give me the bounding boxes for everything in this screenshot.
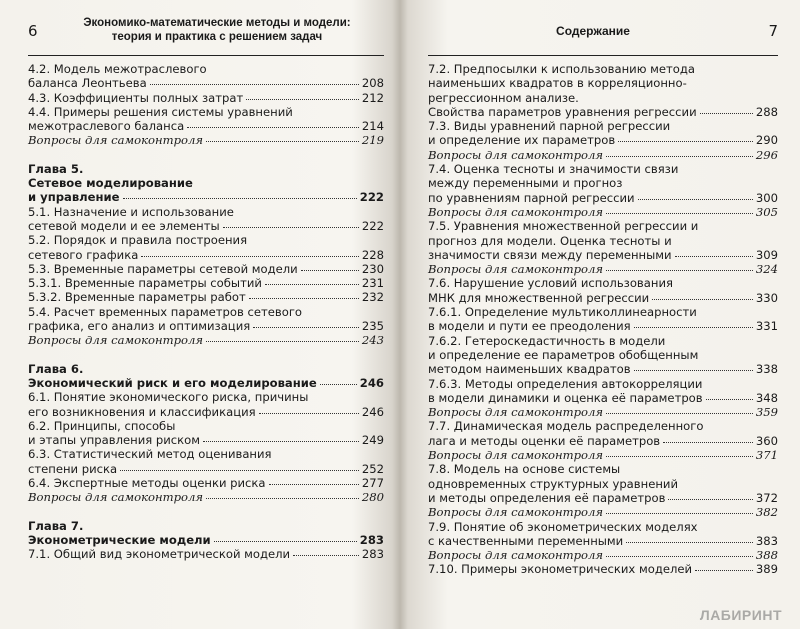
toc-page-number: 228 [361,247,384,262]
toc-entry [428,119,778,148]
section-gap [28,348,384,362]
right-running-title: Содержание [556,24,630,38]
toc-page-number: 338 [755,362,778,377]
toc-entry-title: МНК для множественной регрессии [428,290,650,305]
toc-entry-title: Вопросы для самоконтроля [28,133,204,148]
toc-entry-line: 5.2. Порядок и правила построения [28,233,248,248]
toc-page-number: 383 [755,533,778,548]
dot-leader [269,483,359,485]
toc-entry-title: степени риска [28,461,118,476]
toc-page-number: 290 [755,133,778,148]
toc-entry-title: Вопросы для самоконтроля [428,505,604,520]
toc-page-number: 212 [361,90,384,105]
toc-entry-final-line [28,333,384,347]
dot-leader [141,255,359,257]
toc-entry-title: и методы определения её параметров [428,490,666,505]
dot-leader [606,512,753,514]
toc-entry-title: Вопросы для самоконтроля [428,204,604,219]
toc-page-number: 324 [755,262,778,277]
toc-entry-line: 7.5. Уравнения множественной регрессии и [428,219,699,234]
toc-entry [28,447,384,476]
toc-entry-final-line [28,433,384,447]
toc-page-number: 231 [361,276,384,291]
dot-leader [700,112,753,114]
toc-entry-final-line [28,319,384,333]
toc-page-number: 288 [755,104,778,119]
toc-page-number: 330 [755,290,778,305]
dot-leader [246,98,359,100]
toc-entry-title: значимости связи между переменными [428,247,672,262]
toc-entry-line: 7.7. Динамическая модель распределенного [428,419,704,434]
toc-entry-final-line [428,534,778,548]
toc-entry-line: между переменными и прогноз [428,176,623,191]
toc-entry [428,62,778,119]
toc-entry [28,62,384,91]
toc-entry-final-line [428,148,778,162]
toc-page-number: 389 [755,562,778,577]
toc-page-number: 348 [755,390,778,405]
toc-entry-title: сетевой модели и ее элементы [28,218,220,233]
toc-entry-final-line [28,91,384,105]
dot-leader [223,226,359,228]
toc-questions-entry [428,448,778,462]
dot-leader [663,441,753,443]
toc-entry [28,276,384,290]
chapter-heading: Глава 6. [28,361,84,376]
toc-entry-final-line [428,319,778,333]
toc-entry-title: Вопросы для самоконтроля [428,147,604,162]
toc-entry [28,262,384,276]
toc-entry [28,390,384,419]
toc-entry-title: 4.3. Коэффициенты полных затрат [28,90,244,105]
toc-entry-line: 7.6.2. Гетероскедастичность в модели [428,333,666,348]
toc-entry-title: в модели динамики и оценка её параметров [428,390,703,405]
toc-entry [428,305,778,334]
toc-entry-final-line [428,262,778,276]
toc-page-number: 252 [361,461,384,476]
dot-leader [606,455,753,457]
toc-page-number: 246 [359,375,384,390]
dot-leader [618,140,753,142]
toc-entry-title: Вопросы для самоконтроля [428,262,604,277]
toc-entry-final-line [428,391,778,405]
right-page-number: 7 [768,22,778,40]
dot-leader [638,198,753,200]
toc-page-number: 214 [361,119,384,134]
toc-entry-line: 7.8. Модель на основе системы [428,462,621,477]
toc-entry-final-line [428,248,778,262]
toc-page-number: 246 [361,404,384,419]
toc-entry-final-line [428,105,778,119]
dot-leader [634,369,753,371]
toc-entry-title: Вопросы для самоконтроля [428,405,604,420]
toc-entry-final-line [28,248,384,262]
toc-entry-final-line [428,548,778,562]
toc-entry [28,533,384,547]
toc-entry [428,162,778,205]
dot-leader [652,298,753,300]
toc-entry [28,233,384,262]
toc-entry-title: 5.3.1. Временные параметры событий [28,276,262,291]
toc-entry-title: Вопросы для самоконтроля [428,448,604,463]
toc-entry-title: и управление [28,190,120,205]
toc-entry-line: прогноз для модели. Оценка тесноты и [428,233,672,248]
toc-entry [28,91,384,105]
toc-entry-line: 7.6. Нарушение условий использования [428,276,673,291]
toc-page-number: 235 [361,319,384,334]
toc-page-number: 277 [361,476,384,491]
toc-questions-entry [28,333,384,347]
dot-leader [206,497,359,499]
toc-entry-final-line [428,405,778,419]
toc-entry-title: графика, его анализ и оптимизация [28,319,251,334]
toc-entry-line: 7.6.1. Определение мультиколлинеарности [428,305,697,320]
dot-leader [293,554,359,556]
toc-entry-final-line [428,205,778,219]
left-page [0,0,398,629]
toc-page-number: 219 [361,133,384,148]
toc-entry-final-line [428,562,778,576]
toc-questions-entry [428,548,778,562]
toc-entry-title: Вопросы для самоконтроля [28,490,204,505]
toc-page-number: 222 [359,190,384,205]
toc-entry-final-line [428,491,778,505]
dot-leader [606,212,753,214]
left-running-title-line1: Экономико-математические методы и модели: [83,17,351,29]
toc-page-number: 360 [755,433,778,448]
toc-page-number: 359 [755,405,778,420]
toc-entry [28,476,384,490]
toc-entry-title: Экономический риск и его моделирование [28,375,317,390]
toc-page-number: 208 [361,76,384,91]
dot-leader [634,326,753,328]
dot-leader [626,541,753,543]
left-running-head [28,10,384,56]
section-gap [28,148,384,162]
toc-entry-final-line [28,219,384,233]
toc-entry-line: 5.4. Расчет временных параметров сетевого [28,304,303,319]
toc-entry [28,547,384,561]
dot-leader [253,326,359,328]
toc-page-number: 283 [359,532,384,547]
toc-questions-entry [428,205,778,219]
toc-page-number: 232 [361,290,384,305]
toc-entry [428,276,778,305]
dot-leader [606,412,753,414]
dot-leader [249,297,359,299]
toc-questions-entry [428,262,778,276]
toc-entry-final-line [28,476,384,490]
toc-entry-final-line [28,405,384,419]
toc-entry-title: 7.1. Общий вид эконометрической модели [28,547,291,562]
toc-page-number: 305 [755,204,778,219]
toc-page-number: 296 [755,147,778,162]
toc-entry-line: одновременных структурных уравнений [428,476,678,491]
left-running-title-line2: теория и практика с решением задач [111,31,323,43]
toc-entry-final-line [28,276,384,290]
toc-entry-final-line [28,547,384,561]
toc-entry-final-line [428,505,778,519]
toc-entry-final-line [28,76,384,90]
dot-leader [203,440,359,442]
left-running-title [50,10,384,44]
toc-questions-entry [28,490,384,504]
toc-entry-title: баланса Леонтьева [28,76,147,91]
toc-entry-title: 6.4. Экспертные методы оценки риска [28,476,266,491]
toc-entry [28,376,384,390]
dot-leader [320,383,357,385]
toc-entry-final-line [428,291,778,305]
toc-entry-title: 5.3.2. Временные параметры работ [28,290,246,305]
right-running-head [428,10,778,56]
toc-entry-title: Вопросы для самоконтроля [428,548,604,563]
dot-leader [606,555,753,557]
toc-page-number: 280 [361,490,384,505]
toc-entry [28,176,384,205]
toc-page-number: 222 [361,218,384,233]
toc-entry-title: методом наименьших квадратов [428,362,631,377]
toc-page-number: 249 [361,433,384,448]
toc-entry-line: 7.6.3. Методы определения автокорреляции [428,376,703,391]
dot-leader [606,155,753,157]
toc-entry-title: лага и методы оценки её параметров [428,433,661,448]
dot-leader [301,269,359,271]
toc-entry-final-line [28,262,384,276]
toc-entry-title: Свойства параметров уравнения регрессии [428,104,697,119]
dot-leader [150,83,359,85]
toc-entry [428,377,778,406]
toc-questions-entry [428,148,778,162]
toc-entry-line: 6.3. Статистический метод оценивания [28,447,272,462]
left-toc [28,62,384,562]
dot-leader [206,340,359,342]
dot-leader [214,540,357,542]
toc-entry-title: 5.3. Временные параметры сетевой модели [28,261,298,276]
toc-entry-line: Сетевое моделирование [28,176,193,191]
toc-page-number: 283 [361,547,384,562]
dot-leader [187,126,359,128]
toc-entry-line: 7.9. Понятие об эконометрических моделях [428,519,698,534]
toc-entry-title: в модели и пути ее преодоления [428,319,631,334]
toc-entry-title: сетевого графика [28,247,139,262]
dot-leader [695,569,753,571]
chapter-heading: Глава 5. [28,161,84,176]
dot-leader [259,412,359,414]
toc-page-number: 388 [755,548,778,563]
toc-entry [28,305,384,334]
watermark-logo: ЛАБИРИНТ [699,607,782,623]
toc-entry-final-line [428,448,778,462]
dot-leader [668,498,752,500]
toc-entry [428,419,778,448]
toc-entry-title: межотраслевого баланса [28,119,185,134]
toc-entry-title: Вопросы для самоконтроля [28,333,204,348]
toc-entry [428,520,778,549]
toc-page-number: 331 [755,319,778,334]
toc-entry-title: Эконометрические модели [28,532,211,547]
toc-page-number: 300 [755,190,778,205]
right-page [402,0,800,629]
dot-leader [706,398,753,400]
toc-entry-title: его возникновения и классификация [28,404,256,419]
toc-entry [428,462,778,505]
toc-questions-entry [28,133,384,147]
section-gap [28,505,384,519]
toc-page-number: 230 [361,261,384,276]
toc-entry-line: 4.4. Примеры решения системы уравнений [28,104,293,119]
toc-entry-final-line [428,191,778,205]
dot-leader [606,269,753,271]
toc-entry [28,105,384,134]
toc-entry [28,419,384,448]
toc-entry-title: по уравнениям парной регрессии [428,190,635,205]
dot-leader [120,469,359,471]
toc-entry-line: 6.1. Понятие экономического риска, причины [28,390,309,405]
toc-entry-line: 5.1. Назначение и использование [28,204,234,219]
toc-entry-final-line [28,190,384,204]
dot-leader [206,140,359,142]
toc-entry-final-line [428,434,778,448]
toc-entry-final-line [28,290,384,304]
toc-entry-final-line [28,133,384,147]
toc-entry [428,562,778,576]
toc-page-number: 309 [755,247,778,262]
toc-entry-final-line [28,119,384,133]
dot-leader [123,197,357,199]
toc-page-number: 243 [361,333,384,348]
toc-entry-final-line [428,362,778,376]
toc-entry-line: 6.2. Принципы, способы [28,418,176,433]
toc-entry-line: 7.4. Оценка тесноты и значимости связи [428,162,679,177]
toc-entry-line: 4.2. Модель межотраслевого [28,62,207,76]
toc-entry-final-line [28,533,384,547]
toc-entry-final-line [28,462,384,476]
dot-leader [265,283,359,285]
right-toc [428,62,778,577]
dot-leader [675,255,753,257]
toc-page-number: 372 [755,490,778,505]
toc-entry-line: и определение ее параметров обобщенным [428,347,699,362]
left-page-number: 6 [28,22,38,40]
toc-entry-line: 7.2. Предпосылки к использованию метода [428,62,695,76]
toc-questions-entry [428,505,778,519]
chapter-heading: Глава 7. [28,518,84,533]
toc-entry-line: наименьших квадратов в корреляционно- [428,76,687,91]
toc-entry-final-line [428,133,778,147]
toc-page-number: 371 [755,448,778,463]
toc-entry-title: с качественными переменными [428,533,624,548]
toc-entry [28,205,384,234]
toc-page-number: 382 [755,505,778,520]
toc-entry-title: 7.10. Примеры эконометрических моделей [428,562,693,577]
toc-entry [28,290,384,304]
toc-entry [428,334,778,377]
toc-entry-title: и этапы управления риском [28,433,201,448]
toc-entry-final-line [28,376,384,390]
toc-entry-line: 7.3. Виды уравнений парной регрессии [428,119,671,134]
toc-entry-line: регрессионном анализе. [428,90,579,105]
toc-entry-final-line [28,490,384,504]
toc-entry [428,219,778,262]
toc-questions-entry [428,405,778,419]
toc-entry-title: и определение их параметров [428,133,616,148]
